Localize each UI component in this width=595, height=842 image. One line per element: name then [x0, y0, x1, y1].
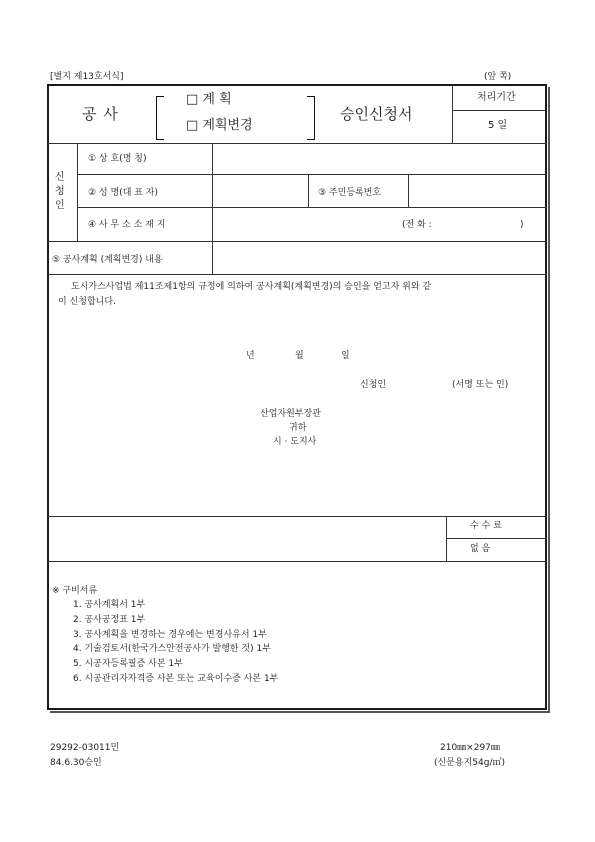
date-year: 년: [246, 351, 255, 361]
processing-period-value: 5 일: [488, 120, 508, 131]
processing-split: [452, 110, 545, 111]
applicant-label-1: 신: [55, 172, 65, 183]
form-code: 29292-03011민: [50, 743, 120, 753]
recipient-honorific: 귀하: [289, 423, 307, 433]
date-month: 월: [295, 351, 304, 361]
required-document-6: 6. 시공관리자자격증 사본 또는 교육이수증 사본 1부: [73, 674, 279, 684]
required-document-2: 2. 공사공정표 1부: [73, 615, 146, 625]
label-column-divider: [212, 143, 213, 275]
required-document-3: 3. 공사계획을 변경하는 경우에는 변경사유서 1부: [73, 630, 267, 640]
resident-number-label: ③ 주민등록번호: [318, 188, 382, 198]
paper-type: (신문용지54g/㎡): [434, 758, 505, 768]
processing-period-label: 처리기간: [477, 92, 516, 103]
body-text-line-2: 이 신청합니다.: [58, 297, 116, 307]
date-day: 일: [341, 351, 350, 361]
applicant-section-bottom: [48, 241, 546, 242]
required-document-5: 5. 시공자등록필증 사본 1부: [73, 659, 183, 669]
processing-divider: [452, 85, 453, 144]
page-side-label: (앞 쪽): [484, 72, 512, 82]
fee-label: 수 수 료: [470, 521, 502, 531]
office-address-label: ④ 사 무 소 소 재 지: [88, 220, 166, 230]
approval-date: 84.6.30승인: [50, 758, 102, 768]
phone-close: ): [520, 220, 524, 230]
title-right: 승인신청서: [340, 105, 413, 123]
business-name-label: ① 상 호(명 칭): [88, 154, 147, 164]
construction-plan-content-label: ⑤ 공사계획 (계획변경) 내용: [52, 255, 163, 265]
required-document-4: 4. 기술검토서(한국가스안전공사가 발행한 것) 1부: [73, 644, 271, 654]
required-document-1: 1. 공사계획서 1부: [73, 600, 146, 610]
applicant-group-divider: [77, 143, 78, 241]
row1-bottom: [77, 174, 546, 175]
left-bracket: [156, 96, 164, 140]
row2-bottom: [77, 207, 546, 208]
title-left: 공 사: [82, 105, 119, 123]
required-documents-heading: ※ 구비서류: [52, 586, 98, 596]
title-option-plan-change: □ 계획변경: [186, 118, 253, 133]
recipient-mayor-governor: 시 · 도지사: [273, 437, 317, 447]
title-option-plan: □ 계 획: [186, 92, 232, 107]
phone-label: (전 화 :: [402, 220, 432, 230]
fee-value: 없 음: [470, 544, 491, 554]
paper-size: 210㎜×297㎜: [440, 743, 500, 753]
body-bottom: [48, 516, 546, 517]
signature-note: (서명 또는 인): [452, 380, 509, 390]
field5-bottom: [48, 274, 546, 275]
row2-right-divider: [408, 174, 409, 207]
recipient-minister: 산업자원부장관: [260, 409, 321, 419]
applicant-signature-label: 신청인: [360, 380, 387, 390]
applicant-label-2: 청: [55, 186, 65, 197]
right-bracket: [307, 96, 315, 140]
applicant-label-3: 인: [55, 200, 65, 211]
fee-row-bottom: [48, 561, 546, 562]
row2-mid-divider: [308, 174, 309, 207]
form-number-label: [별지 제13호서식]: [50, 72, 124, 82]
fee-box-split: [446, 538, 546, 539]
body-text-line-1: 도시가스사업법 제11조제1항의 규정에 의하여 공사계획(계획변경)의 승인을 얻고자 위와 같: [71, 282, 432, 292]
representative-name-label: ② 성 명(대 표 자): [88, 188, 159, 198]
title-row-bottom: [48, 143, 546, 144]
